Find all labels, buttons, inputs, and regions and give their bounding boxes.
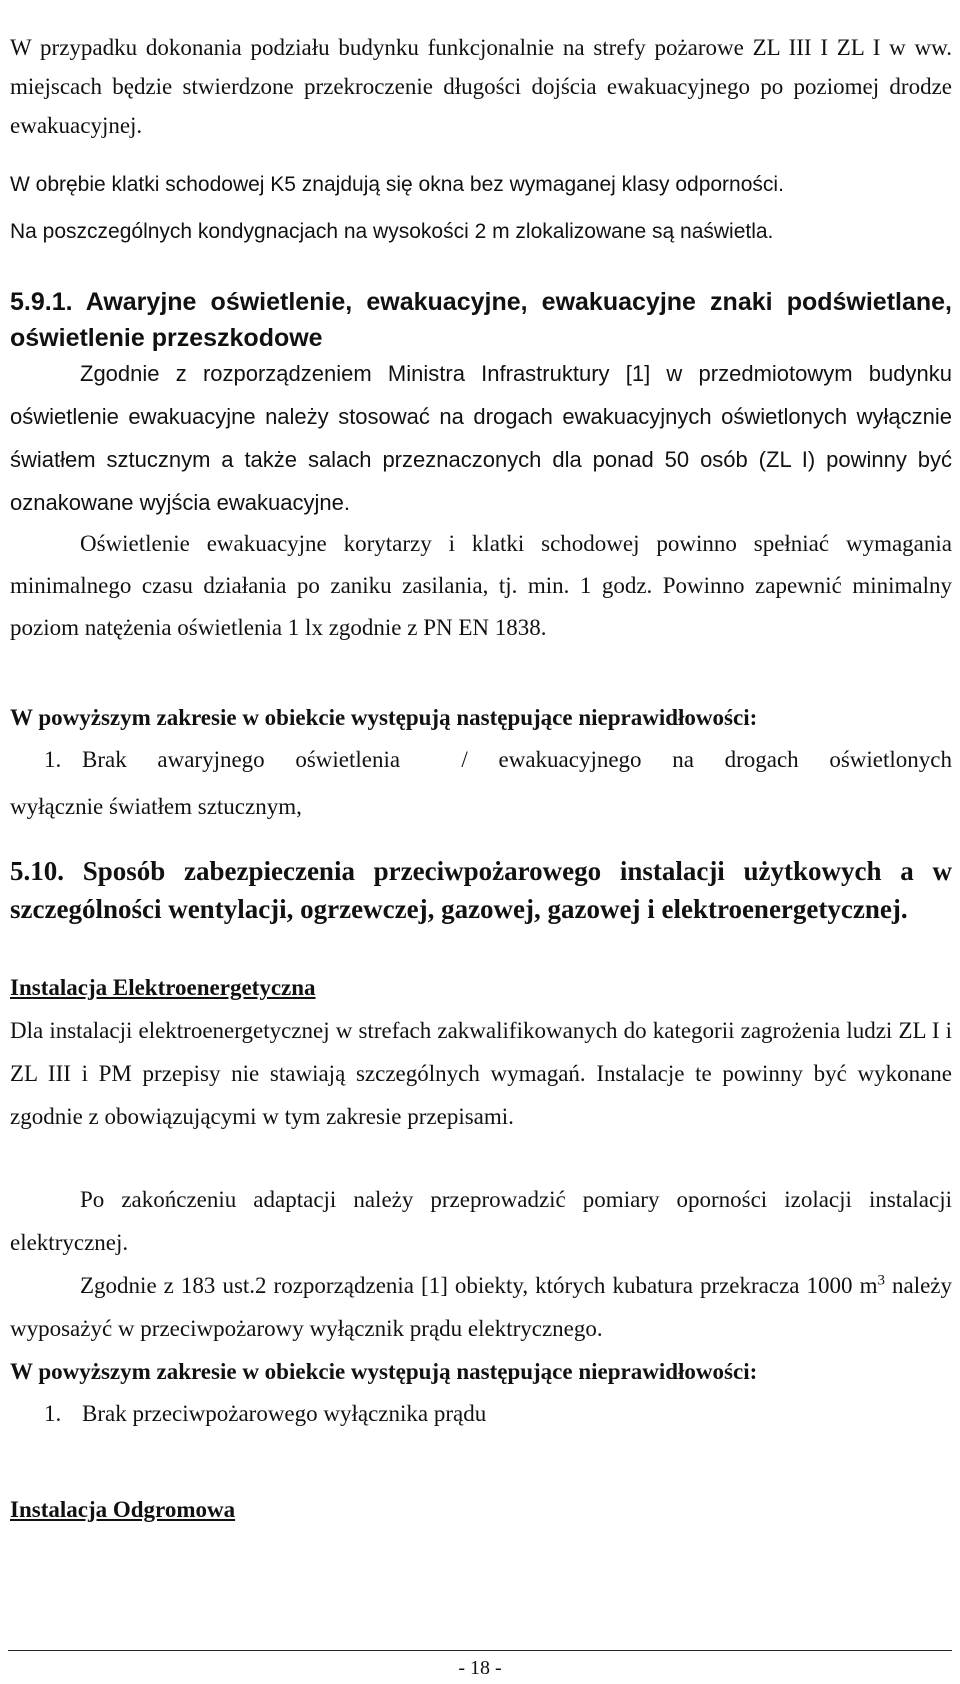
section-5-9-1-irregularities-list <box>10 740 952 826</box>
skylights-note: Na poszczególnych kondygnacjach na wysokości 2 m zlokalizowane są naświetla. <box>10 220 774 243</box>
page-number: - 18 - <box>458 1657 502 1679</box>
section-5-9-1-paragraph-2: Oświetlenie ewakuacyjne korytarzy i klatki schodowej powinno spełniać wymagania minimalnego czasu działania po zaniku zasilania, tj. min. 1 godz. Powinno zapewnić minimalny poziom natężenia oświetlenia 1 lx zgodnie z PN EN 1838. <box>10 531 952 640</box>
superscript-cubic: 3 <box>877 1272 885 1289</box>
section-5-10-paragraph-2: Po zakończeniu adaptacji należy przeprowadzić pomiary oporności izolacji instalacji elektrycznej. <box>10 1187 952 1255</box>
section-5-9-1-irregularities-heading: W powyższym zakresie w obiekcie występują następujące nieprawidłowości: <box>10 705 758 730</box>
section-5-10-irregularities-list <box>44 1394 952 1433</box>
subheading-electrical-installation: Instalacja Elektroenergetyczna <box>10 975 316 1000</box>
section-5-9-1-heading: 5.9.1. Awaryjne oświetlenie, ewakuacyjne, ewakuacyjne znaki podświetlane, oświetlenie przeszkodowe <box>10 288 952 352</box>
list-item-number: 1. <box>44 747 62 772</box>
list-item-text: Brak przeciwpożarowego wyłącznika prądu <box>82 1401 487 1426</box>
list-item-text-line-1: Brak awaryjnego oświetlenia / ewakuacyjnego na drogach oświetlonych <box>82 747 952 772</box>
list-item-text-line-2: wyłącznie światłem sztucznym, <box>10 794 302 819</box>
section-5-10-irregularities-heading: W powyższym zakresie w obiekcie występują następujące nieprawidłowości: <box>10 1359 758 1384</box>
intro-paragraph: W przypadku dokonania podziału budynku funkcjonalnie na strefy pożarowe ZL III I ZL I w ww. miejscach będzie stwierdzone przekroczenie długości dojścia ewakuacyjnego po poziomej drodze ewakuacyjnej. <box>10 35 952 138</box>
paragraph-3-text-before: Zgodnie z 183 ust.2 rozporządzenia [1] obiekty, których kubatura przekracza 1000 m <box>80 1273 878 1298</box>
section-5-10-paragraph-1: Dla instalacji elektroenergetycznej w strefach zakwalifikowanych do kategorii zagrożenia ludzi ZL I i ZL III i PM przepisy nie stawiają szczególnych wymagań. Instalacje te powinny być wykonane zgodnie z obowiązującymi w tym zakresie przepisami. <box>10 1018 952 1129</box>
paragraph-3-text-after: należy wyposażyć w przeciwpożarowy wyłącznik prądu elektrycznego. <box>10 1273 953 1341</box>
footer-divider <box>8 1650 952 1651</box>
subheading-lightning-protection: Instalacja Odgromowa <box>10 1497 236 1522</box>
section-5-10-paragraph-3 <box>10 1264 952 1350</box>
section-5-10-heading: 5.10. Sposób zabezpieczenia przeciwpożarowego instalacji użytkowych a w szczególności wentylacji, ogrzewczej, gazowej, gazowej i elektroenergetycznej. <box>10 856 952 924</box>
section-5-9-1-paragraph-1: Zgodnie z rozporządzeniem Ministra Infrastruktury [1] w przedmiotowym budynku oświetlenie ewakuacyjne należy stosować na drogach ewakuacyjnych oświetlonych wyłącznie światłem sztucznym a także salach przeznaczonych dla ponad 50 osób (ZL I) powinny być oznakowane wyjścia ewakuacyjne. <box>10 361 952 515</box>
list-item-number: 1. <box>44 1401 62 1426</box>
window-note: W obrębie klatki schodowej K5 znajdują się okna bez wymaganej klasy odporności. <box>10 173 784 196</box>
